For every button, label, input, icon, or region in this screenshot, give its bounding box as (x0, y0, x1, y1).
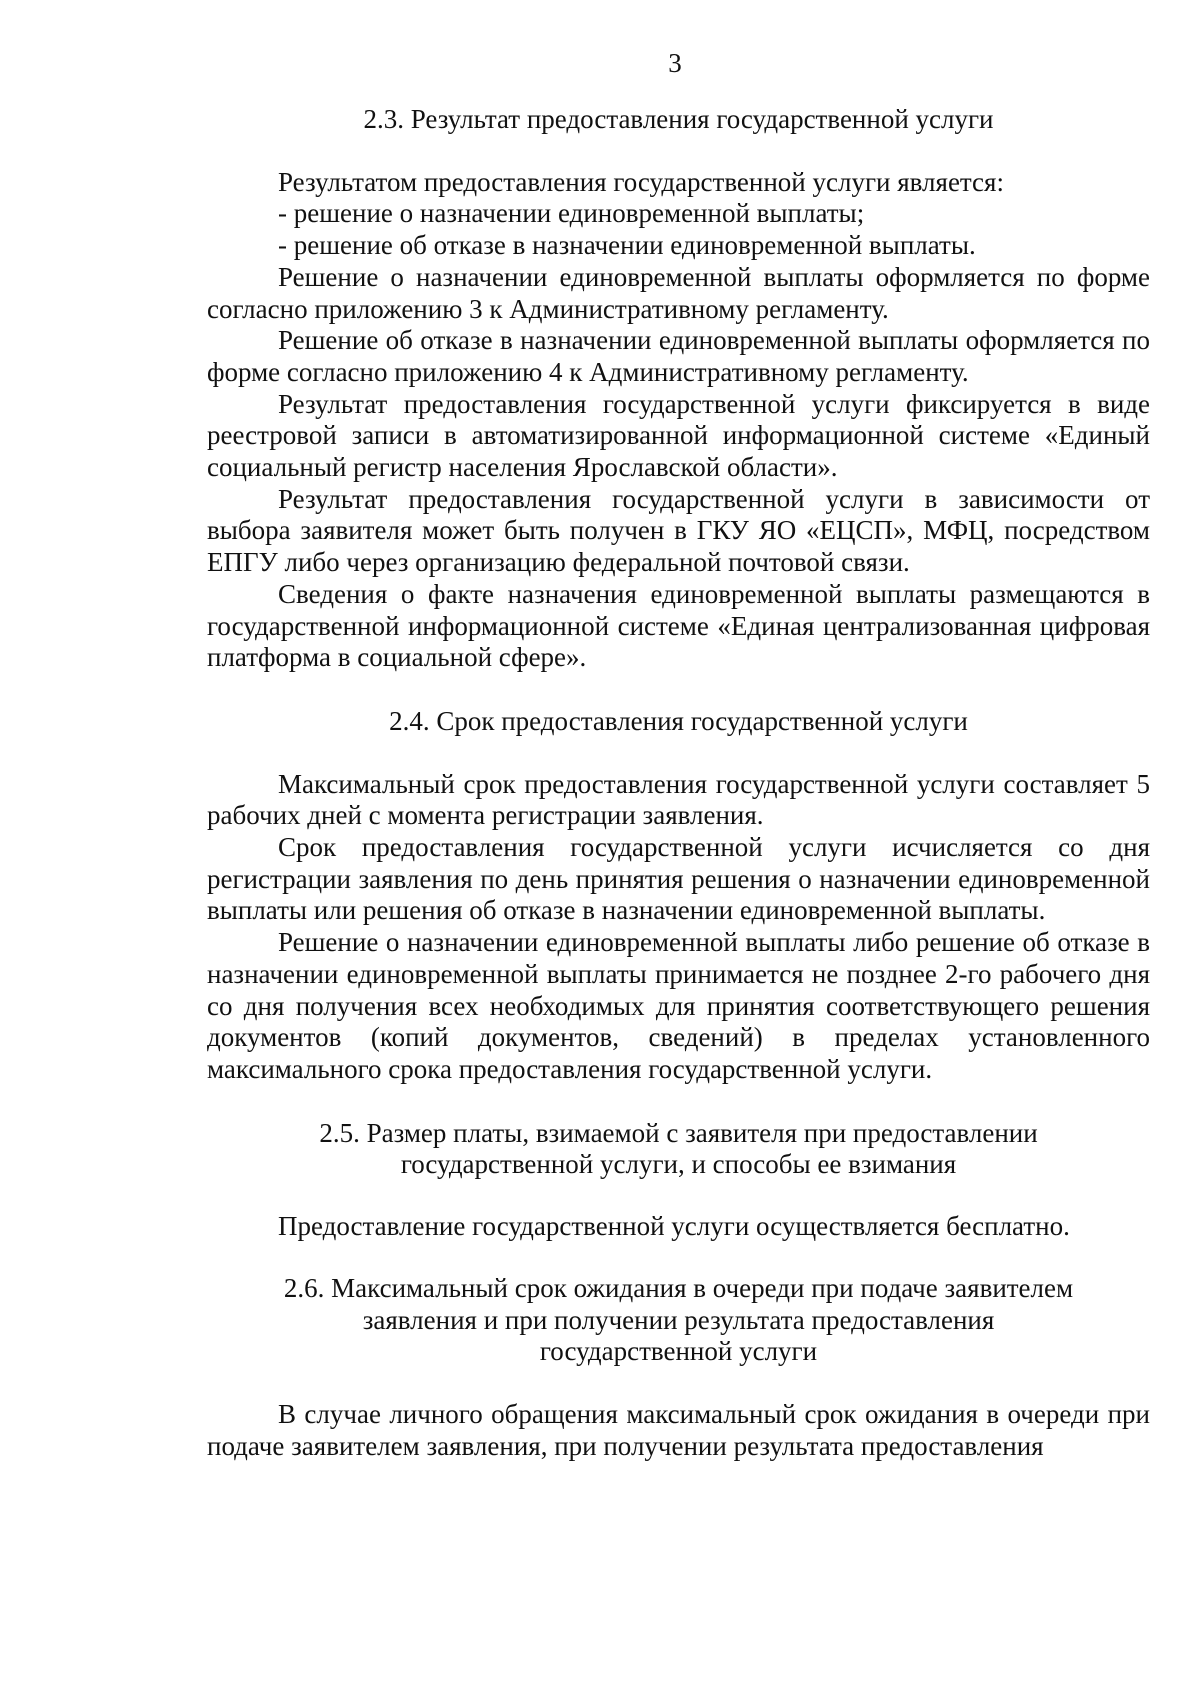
paragraph: Результат предоставления государственной услуги фиксируется в виде реестровой записи в автоматизированной информационной системе «Единый социальный регистр населения Ярославской области». (207, 388, 1150, 483)
paragraph: В случае личного обращения максимальный срок ожидания в очереди при подаче заявителем заявления, при получении результата предоставления (207, 1398, 1150, 1461)
paragraph: Решение о назначении единовременной выплаты оформляется по форме согласно приложению 3 к Административному регламенту. (207, 261, 1150, 324)
section-2-6-heading-line-3: государственной услуги (539, 1336, 818, 1367)
list-item: - решение об отказе в назначении единовременной выплаты. (278, 230, 976, 261)
paragraph: Предоставление государственной услуги осуществляется бесплатно. (278, 1211, 1070, 1242)
section-2-6-heading-line-1: 2.6. Максимальный срок ожидания в очереди при подаче заявителем (283, 1272, 1074, 1303)
paragraph: Срок предоставления государственной услуги исчисляется со дня регистрации заявления по день принятия решения о назначении единовременной выплаты или решения об отказе в назначении единовременной выплаты. (207, 832, 1150, 926)
section-2-5-heading-line-1: 2.5. Размер платы, взимаемой с заявителя при предоставлении (319, 1117, 1038, 1148)
section-2-5-heading-line-2: государственной услуги, и способы ее взимания (400, 1149, 957, 1180)
paragraph: Результат предоставления государственной услуги в зависимости от выбора заявителя может быть получен в ГКУ ЯО «ЕЦСП», МФЦ, посредством ЕПГУ либо через организацию федеральной почтовой связи. (207, 483, 1150, 578)
section-2-6-heading-line-2: заявления и при получении результата предоставления (362, 1304, 995, 1335)
list-item: - решение о назначении единовременной выплаты; (278, 198, 865, 229)
paragraph: Сведения о факте назначения единовременной выплаты размещаются в государственной информационной системе «Единая централизованная цифровая платформа в социальной сфере». (207, 578, 1150, 673)
section-2-3-intro: Результатом предоставления государственной услуги является: (278, 166, 1004, 197)
page-number: 3 (668, 48, 682, 78)
paragraph: Максимальный срок предоставления государственной услуги составляет 5 рабочих дней с момента регистрации заявления. (207, 768, 1150, 831)
section-2-3-heading: 2.3. Результат предоставления государственной услуги (363, 104, 994, 134)
paragraph: Решение об отказе в назначении единовременной выплаты оформляется по форме согласно приложению 4 к Административному регламенту. (207, 325, 1150, 387)
section-2-4-heading: 2.4. Срок предоставления государственной услуги (389, 705, 968, 736)
document-body (207, 104, 1150, 1462)
paragraph: Решение о назначении единовременной выплаты либо решение об отказе в назначении единовременной выплаты принимается не позднее 2-го рабочего дня со дня получения всех необходимых для принятия соответствующего решения документов (копий документов, сведений) в пределах установленного максимального срока предоставления государственной услуги. (207, 927, 1150, 1084)
